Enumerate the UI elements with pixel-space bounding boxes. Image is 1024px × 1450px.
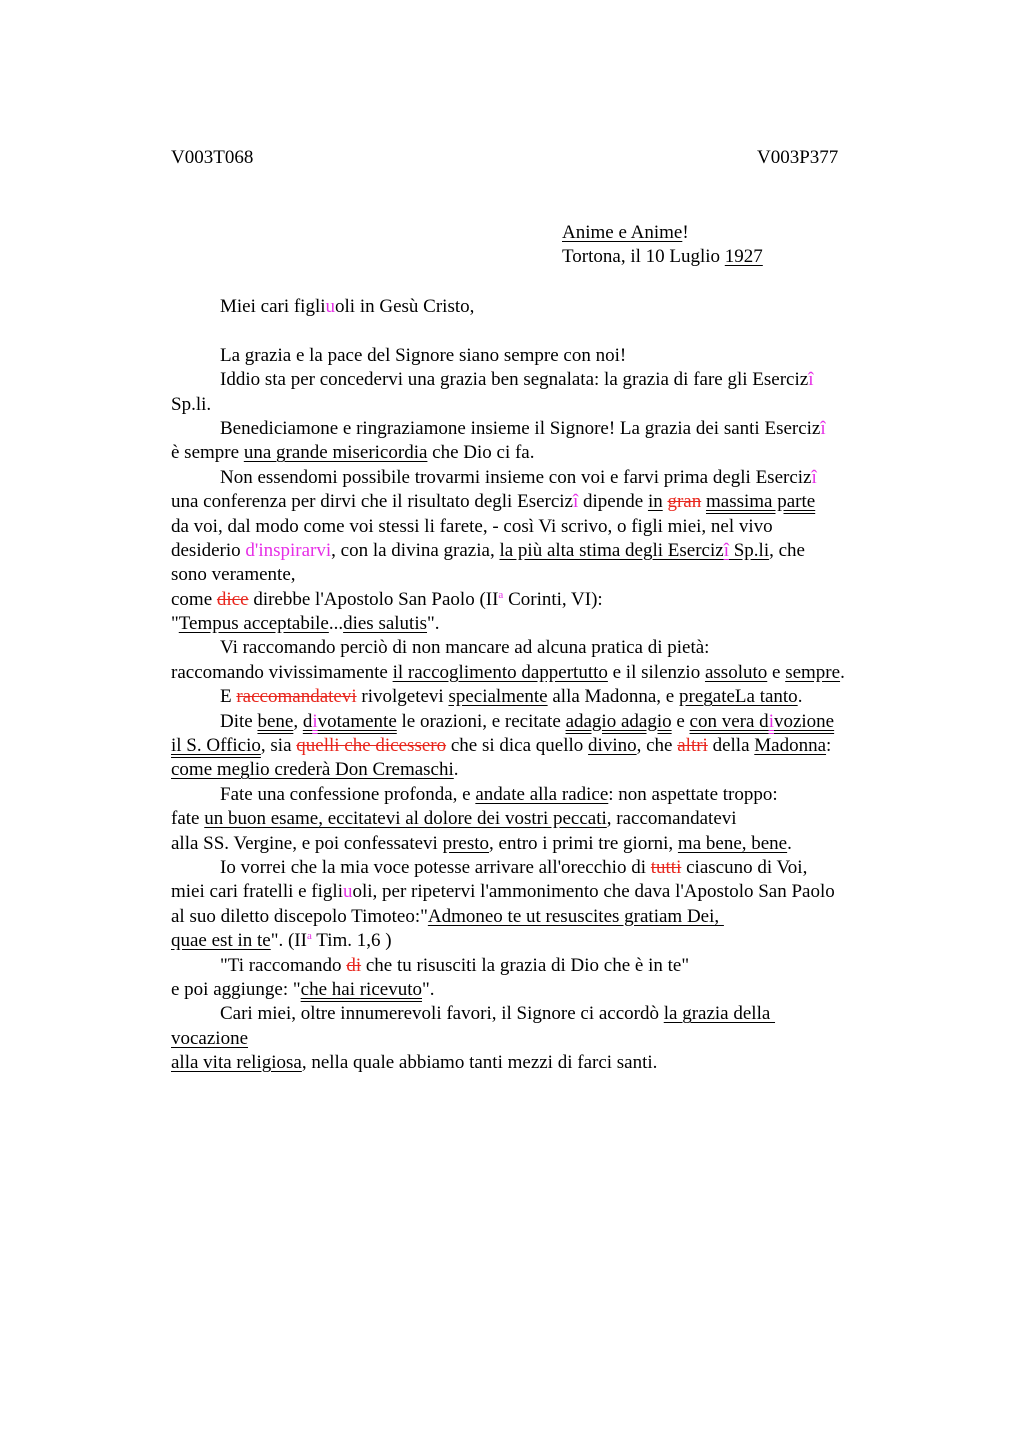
- insertion: î: [811, 466, 817, 488]
- text: e: [767, 661, 786, 683]
- underlined-text: Sp.li: [728, 539, 770, 561]
- line: [171, 905, 931, 929]
- text: , sia: [260, 735, 297, 757]
- line: [171, 466, 931, 490]
- text: che tu risusciti la grazia di Dio che è in te": [361, 954, 690, 976]
- line: [171, 954, 931, 978]
- double-underlined-text: vozione: [773, 710, 835, 732]
- underlined-text: un buon esame, eccitatevi al dolore dei vostri peccati: [204, 808, 607, 830]
- text: Corinti, VI):: [503, 588, 603, 610]
- line: [171, 393, 931, 417]
- deletion: dice: [216, 588, 249, 610]
- double-underlined-text: con vera d: [689, 710, 769, 732]
- deletion: altri: [677, 735, 708, 757]
- insertion: î: [808, 369, 814, 391]
- insertion: u: [342, 881, 353, 903]
- text: miei cari fratelli e figli: [171, 881, 343, 903]
- underlined-text: Tempus acceptabile: [178, 613, 329, 635]
- line: [171, 807, 931, 831]
- text: e: [671, 710, 690, 732]
- double-underlined-text: votamente: [317, 710, 397, 732]
- text: oli in Gesù Cristo,: [335, 296, 475, 317]
- underlined-text: vocazione: [171, 1027, 249, 1049]
- underlined-text: come meglio crederà Don Cremaschi: [171, 759, 454, 781]
- line: [171, 612, 931, 636]
- text: desiderio: [171, 539, 246, 561]
- insertion: u: [325, 296, 336, 317]
- text: :: [826, 735, 832, 757]
- underlined-text: Admoneo te ut resuscites gratiam Dei,: [427, 905, 724, 927]
- underlined-text: in: [647, 491, 663, 513]
- text: ".: [422, 978, 435, 1000]
- letter-body: [171, 295, 931, 1076]
- line: [171, 1027, 931, 1051]
- text: Iddio sta per concedervi una grazia ben segnalata: la grazia di fare gli Eserciz: [220, 369, 809, 391]
- text: ": [171, 613, 179, 635]
- underlined-text: pregateLa tanto: [679, 686, 798, 708]
- text: , nella quale abbiamo tanti mezzi di farci santi.: [301, 1052, 658, 1074]
- text: E: [220, 686, 237, 708]
- text: .: [840, 661, 845, 683]
- text: raccomando vivissimamente: [171, 661, 393, 683]
- text: della: [707, 735, 755, 757]
- salutation: [171, 295, 931, 319]
- text: Miei cari figli: [220, 296, 326, 317]
- date-block: [562, 221, 763, 270]
- text: Sp.li.: [171, 393, 212, 415]
- text: fate: [171, 808, 205, 830]
- text: .: [787, 832, 792, 854]
- text: ciascuno di Voi,: [681, 856, 808, 878]
- text: rivolgetevi: [356, 686, 449, 708]
- superscript: a: [306, 930, 312, 943]
- text: , raccomandatevi: [606, 808, 737, 830]
- insertion: i: [768, 710, 774, 732]
- underlined-text: divino: [588, 735, 637, 757]
- underlined-text: alla vita religiosa: [171, 1052, 302, 1074]
- text: La grazia e la pace del Signore siano sempre con noi!: [220, 344, 627, 366]
- underlined-text: Madonna: [754, 735, 827, 757]
- insertion: i: [312, 710, 318, 732]
- letter-title-punct: !: [682, 222, 689, 243]
- line: [171, 758, 931, 782]
- text: sono veramente,: [171, 564, 296, 586]
- deletion: raccomandatevi: [236, 686, 357, 708]
- text: , che: [769, 539, 805, 561]
- line: [171, 856, 931, 880]
- line: [171, 734, 931, 758]
- line: [171, 710, 931, 734]
- underlined-text: specialmente: [448, 686, 548, 708]
- double-underlined-text: adagio adagio: [565, 710, 672, 732]
- insertion: d'inspirarvi: [245, 539, 332, 561]
- text: ...: [328, 613, 344, 635]
- line: [171, 783, 931, 807]
- line: [171, 636, 931, 660]
- text: Dite: [220, 710, 258, 732]
- underlined-text: quae est in te: [171, 930, 271, 952]
- line: [171, 661, 931, 685]
- line: [171, 685, 931, 709]
- text: , con la divina grazia,: [331, 539, 500, 561]
- page-code-right: V003P377: [757, 147, 839, 168]
- text: che Dio ci fa.: [427, 442, 535, 464]
- text: Fate una confessione profonda, e: [220, 783, 476, 805]
- line: [171, 490, 931, 514]
- text: Tim. 1,6 ): [311, 930, 392, 952]
- text: ,: [293, 710, 303, 732]
- text: "Ti raccomando: [220, 954, 347, 976]
- underlined-text: una grande misericordia: [243, 442, 428, 464]
- letter-title: Anime e Anime: [562, 222, 683, 243]
- deletion: quelli che dicessero: [296, 735, 447, 757]
- line: [171, 515, 931, 539]
- line: [171, 1051, 931, 1075]
- place-date: Tortona, il 10 Luglio: [562, 246, 725, 268]
- line: [171, 441, 931, 465]
- double-underlined-text: che hai ricevuto: [300, 978, 422, 1000]
- text: una conferenza per dirvi che il risultato degli Eserciz: [171, 491, 573, 513]
- line: [171, 563, 931, 587]
- underlined-text: sempre: [785, 661, 841, 683]
- superscript: a: [498, 588, 504, 601]
- line: [171, 417, 931, 441]
- text: ". (II: [270, 930, 307, 952]
- deletion: di: [346, 954, 362, 976]
- text: .: [453, 759, 459, 781]
- text: che si dica quello: [446, 735, 589, 757]
- text: , entro i primi tre giorni,: [489, 832, 678, 854]
- insertion: î: [723, 539, 729, 561]
- text: Non essendomi possibile trovarmi insieme con voi e farvi prima degli Eserciz: [220, 466, 812, 488]
- text: è sempre: [171, 442, 244, 464]
- text: ".: [427, 613, 440, 635]
- underlined-text: presto: [442, 832, 490, 854]
- text: oli, per ripetervi l'ammonimento che dava l'Apostolo San Paolo: [352, 881, 835, 903]
- line: [171, 978, 931, 1002]
- insertion: î: [573, 491, 579, 513]
- text: .: [797, 686, 803, 708]
- text: Cari miei, oltre innumerevoli favori, il Signore ci accordò: [220, 1003, 664, 1025]
- text: Io vorrei che la mia voce potesse arrivare all'orecchio di: [220, 856, 651, 878]
- text: Vi raccomando perciò di non mancare ad alcuna pratica di pietà:: [220, 637, 710, 659]
- document-code-left: V003T068: [171, 147, 254, 168]
- underlined-text: la grazia della: [663, 1003, 776, 1025]
- underlined-text: la più alta stima degli Eserciz: [499, 539, 724, 561]
- text: e poi aggiunge: ": [171, 978, 301, 1000]
- text: alla Madonna, e: [547, 686, 679, 708]
- text: le orazioni, e recitate: [396, 710, 566, 732]
- text: , che: [636, 735, 678, 757]
- double-underlined-text: il S. Officio: [171, 735, 261, 757]
- text: Benediciamone e ringraziamone insieme il Signore! La grazia dei santi Eserciz: [220, 417, 821, 439]
- line: [171, 832, 931, 856]
- underlined-text: andate alla radice: [475, 783, 609, 805]
- insertion: î: [820, 417, 826, 439]
- line: [171, 344, 931, 368]
- text: come: [171, 588, 217, 610]
- deletion: gran: [667, 491, 702, 513]
- text: dipende: [578, 491, 648, 513]
- text: al suo diletto discepolo Timoteo:": [171, 905, 428, 927]
- text: : non aspettate troppo:: [608, 783, 778, 805]
- line: [171, 539, 931, 563]
- line: [171, 880, 931, 904]
- double-underlined-text: bene: [257, 710, 294, 732]
- text: e il silenzio: [607, 661, 705, 683]
- underlined-text: dies salutis: [343, 613, 428, 635]
- line: [171, 929, 931, 953]
- underlined-text: ma bene, bene: [677, 832, 788, 854]
- double-underlined-text: d: [302, 710, 313, 732]
- text: direbbe l'Apostolo San Paolo (II: [248, 588, 499, 610]
- line: [171, 588, 931, 612]
- double-underlined-text: massima parte: [705, 491, 816, 513]
- text: alla SS. Vergine, e poi confessatevi: [171, 832, 443, 854]
- underlined-text: il raccoglimento dappertutto: [392, 661, 608, 683]
- line: [171, 1002, 931, 1026]
- line: [171, 368, 931, 392]
- deletion: tutti: [650, 856, 682, 878]
- underlined-text: assoluto: [704, 661, 768, 683]
- letter-year: 1927: [724, 246, 763, 268]
- text: da voi, dal modo come voi stessi li farete, - così Vi scrivo, o figli miei, nel vivo: [171, 515, 773, 537]
